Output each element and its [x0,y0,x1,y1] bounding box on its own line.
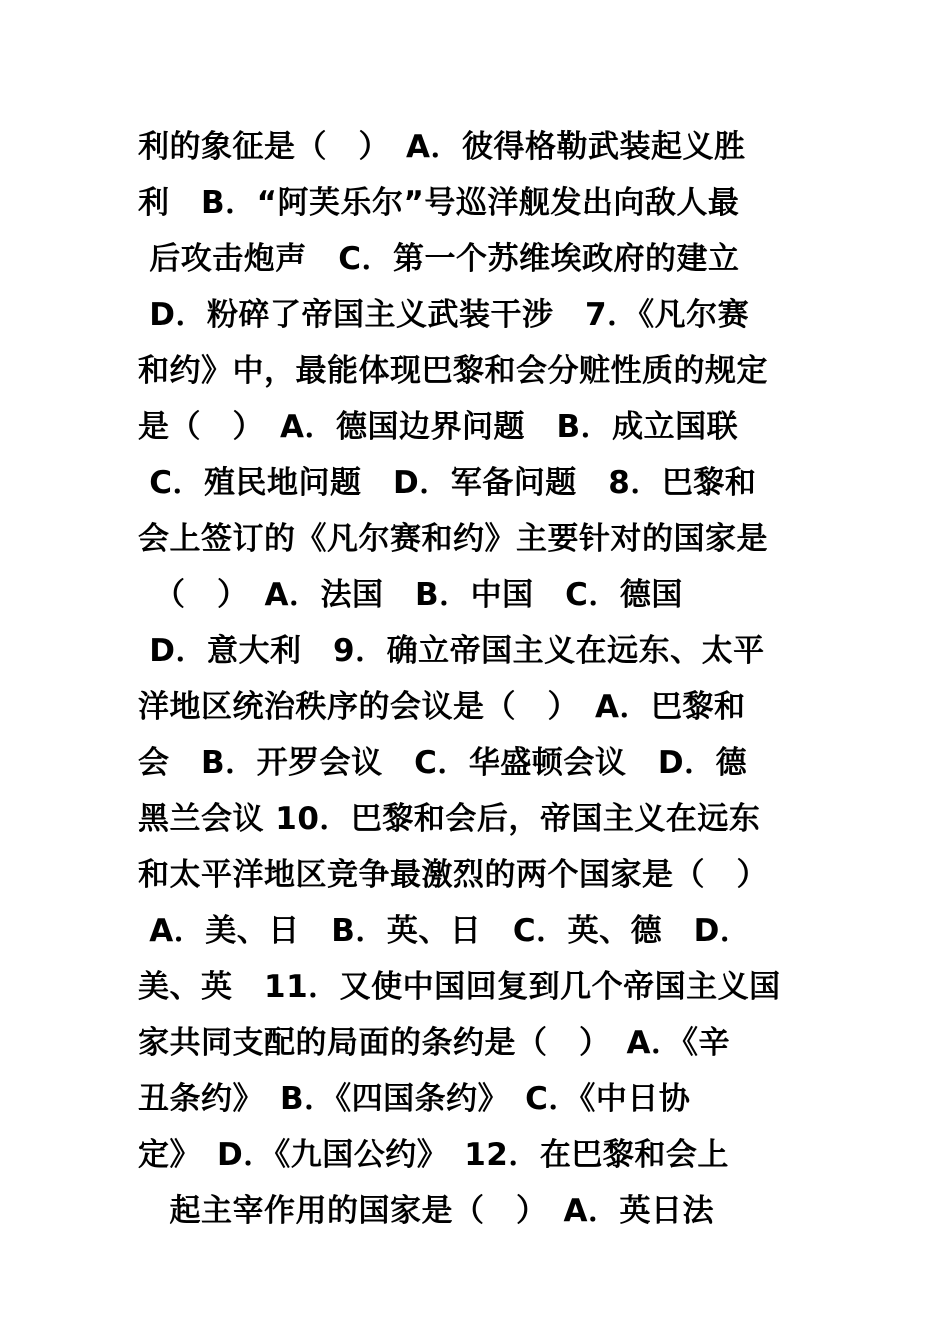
text-line: A．美、日 B．英、日 C．英、德 D． [138,913,752,949]
text-line: 洋地区统治秩序的会议是（ ） A．巴黎和 [138,689,746,725]
text-line: C．殖民地问题 D．军备问题 8．巴黎和 [138,465,757,501]
text-line: 会上签订的《凡尔赛和约》主要针对的国家是 [138,521,768,557]
text-line: 后攻击炮声 C．第一个苏维埃政府的建立 [138,241,740,277]
text-line: 和太平洋地区竞争最激烈的两个国家是（ ） [138,857,768,893]
text-line: 黑兰会议 10．巴黎和会后，帝国主义在远东 [138,801,761,837]
text-line: 家共同支配的局面的条约是（ ） A．《辛 [138,1025,730,1061]
text-line: 和约》中，最能体现巴黎和会分赃性质的规定 [138,353,768,389]
text-line: 利 B．“阿芙乐尔”号巡洋舰发出向敌人最 [138,185,740,221]
text-line: （ ） A．法国 B．中国 C．德国 [138,577,683,613]
text-line: 是（ ） A．德国边界问题 B．成立国联 [138,409,739,445]
text-line: 会 B．开罗会议 C．华盛顿会议 D．德 [138,745,748,781]
text-line: 美、英 11．又使中国回复到几个帝国主义国 [138,969,781,1005]
text-line: 起主宰作用的国家是（ ） A．英日法 [138,1193,714,1229]
text-line: D．意大利 9．确立帝国主义在远东、太平 [138,633,765,669]
text-line: D．粉碎了帝国主义武装干涉 7．《凡尔赛 [138,297,750,333]
text-line: 利的象征是（ ） A．彼得格勒武装起义胜 [138,129,746,165]
text-line: 丑条约》 B．《四国条约》 C．《中日协 [138,1081,691,1117]
text-line: 定》 D．《九国公约》 12．在巴黎和会上 [138,1137,729,1173]
